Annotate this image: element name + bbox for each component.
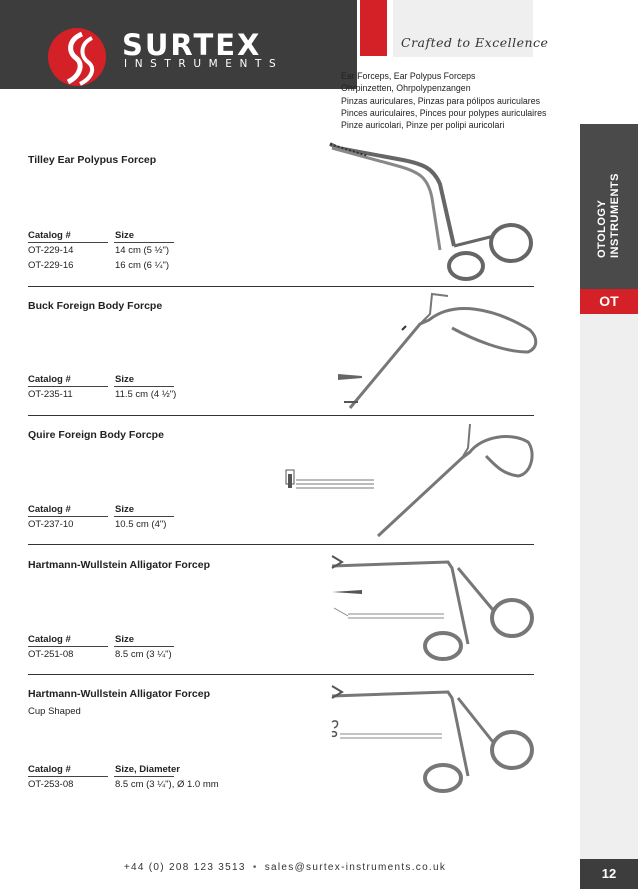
surtex-logo-icon [46,26,108,88]
size-header: Size [115,634,135,645]
translation-it: Pinze auricolari, Pinze per polipi auricolari [341,120,505,131]
side-tab-line1: OTOLOGY [596,199,608,258]
section-divider [28,286,534,287]
product-title: Tilley Ear Polypus Forcep [28,154,157,166]
page-number: 12 [580,859,638,889]
size-value: 10.5 cm (4") [115,519,167,530]
catalog-header: Catalog # [28,374,71,385]
section-divider [28,544,534,545]
side-tab-code: OT [580,289,638,314]
product-subtitle: Cup Shaped [28,706,81,717]
translation-de: Ohrpinzetten, Ohrpolypenzangen [341,83,471,94]
size-value: 11.5 cm (4 ½") [115,389,177,400]
catalog-number: OT-253-08 [28,779,74,790]
translation-fr: Pinces auriculaires, Pinces pour polypes auriculaires [341,107,547,118]
size-header: Size [115,504,135,515]
size-header: Size, Diameter [115,764,180,775]
tagline: Crafted to Excellence [401,35,549,50]
translation-en: Ear Forceps, Ear Polypus Forceps [341,71,476,81]
product-title: Quire Foreign Body Forcpe [28,429,164,441]
side-tab-text [596,148,622,258]
section-divider [28,674,534,675]
section-divider [28,415,534,416]
cup-alligator-forcep-image [326,680,538,805]
catalog-number: OT-229-14 [28,245,74,256]
catalog-number: OT-237-10 [28,519,74,530]
tilley-forcep-image [328,138,538,283]
catalog-header: Catalog # [28,230,71,241]
footer-contact [0,862,570,873]
catalog-header: Catalog # [28,504,71,515]
brand-name: SURTEX [122,28,262,62]
category-translations [341,70,546,131]
side-tab-line2: INSTRUMENTS [609,173,621,258]
product-title: Hartmann-Wullstein Alligator Forcep [28,688,211,700]
footer-separator: • [252,862,258,873]
size-header: Size [115,374,135,385]
header-red-band [360,0,387,56]
catalog-header: Catalog # [28,764,71,775]
footer-phone: +44 (0) 208 123 3513 [123,862,246,873]
translation-es: Pinzas auriculares, Pinzas para pólipos auriculares [341,95,541,106]
product-title: Buck Foreign Body Forcpe [28,300,163,312]
quire-forcep-image [282,418,537,540]
product-title: Hartmann-Wullstein Alligator Forcep [28,559,211,571]
catalog-header: Catalog # [28,634,71,645]
alligator-forcep-image [328,548,538,673]
catalog-number: OT-235-11 [28,389,73,400]
footer-email[interactable]: sales@surtex-instruments.co.uk [264,862,447,873]
catalog-number: OT-251-08 [28,649,74,660]
brand-subtitle: INSTRUMENTS [124,58,284,70]
size-value: 14 cm (5 ½") [115,245,170,256]
size-value: 8.5 cm (3 ¼"), Ø 1.0 mm [115,779,219,790]
size-header: Size [115,230,135,241]
buck-forcep-image [334,290,539,412]
size-value: 16 cm (6 ¼") [115,260,170,271]
size-value: 8.5 cm (3 ¼") [115,649,172,660]
catalog-number: OT-229-16 [28,260,74,271]
